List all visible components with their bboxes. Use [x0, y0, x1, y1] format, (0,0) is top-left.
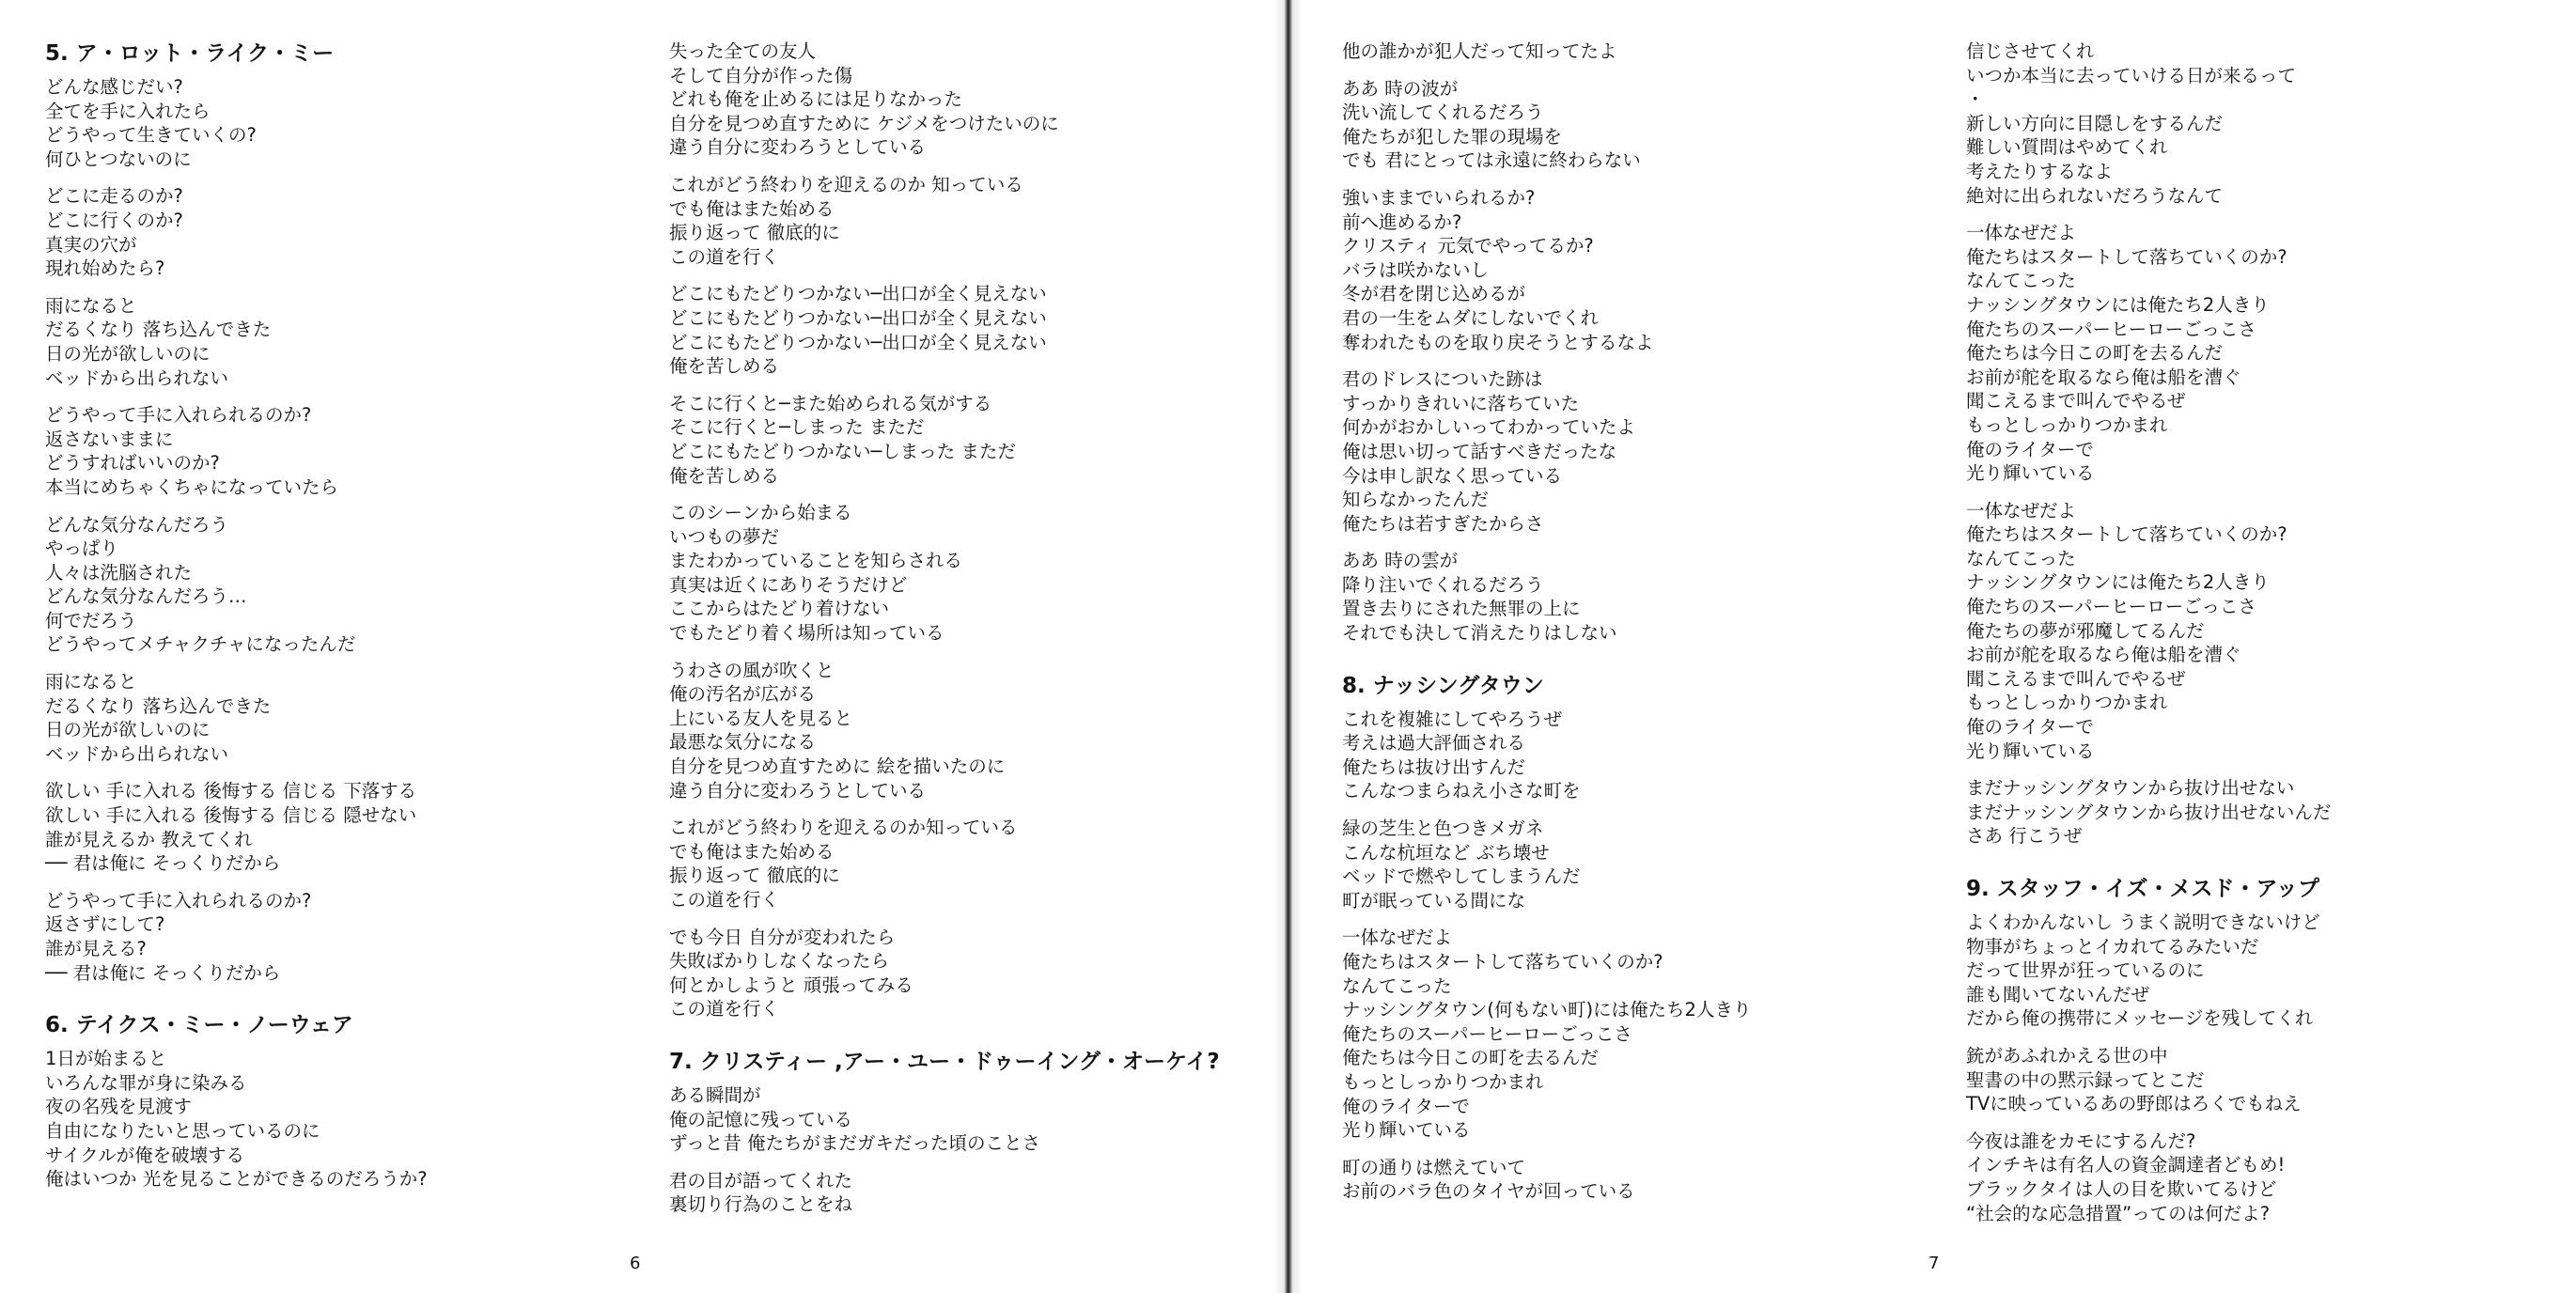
- lyric-line: 俺は思い切って話すべきだったな: [1342, 440, 1617, 462]
- lyric-line: うわさの風が吹くと: [669, 659, 835, 681]
- lyric-line: 日の光が欲しいのに: [45, 719, 211, 741]
- lyric-line: 物事がちょっとイカれてるみたいだ: [1966, 935, 2259, 958]
- lyric-line: 返さずにして?: [45, 913, 165, 936]
- lyric-line: ナッシングタウン(何もない町)には俺たち2人きり: [1342, 999, 1752, 1021]
- lyric-line: この道を行く: [669, 245, 780, 268]
- lyric-line: 欲しい 手に入れる 後悔する 信じる 隠せない: [45, 804, 417, 827]
- lyric-line: “社会的な応急措置”ってのは何だよ?: [1966, 1202, 2271, 1224]
- song-title: 6. テイクス・ミー・ノーウェア: [45, 1013, 353, 1038]
- lyric-line: 置き去りにされた無罪の上に: [1342, 598, 1581, 620]
- lyrics-column: [1342, 39, 1925, 1217]
- lyric-line: 降り注いでくれるだろう: [1342, 573, 1544, 596]
- lyric-line: 違う自分に変わろうとしている: [669, 779, 927, 802]
- lyric-stanza: [1966, 1044, 2549, 1116]
- lyric-line: よくわかんないし うまく説明できないけど: [1966, 911, 2320, 933]
- lyric-line: 真実は近くにありそうだけど: [669, 573, 908, 596]
- lyric-line: さあ 行こうぜ: [1966, 825, 2083, 848]
- lyrics-column: [669, 39, 1271, 1230]
- lyric-stanza: [669, 659, 1271, 803]
- lyric-line: 知らなかったんだ: [1342, 489, 1490, 511]
- lyric-line: どこに走るのか?: [45, 185, 183, 208]
- lyric-line: 考えたりするなよ: [1966, 160, 2114, 182]
- lyric-line: 一体なぜだよ: [1966, 222, 2077, 244]
- lyric-line: 俺の記憶に残っている: [669, 1108, 853, 1130]
- lyric-line: ── 君は俺に そっくりだから: [45, 852, 281, 875]
- lyric-line: こんな杭垣など ぶち壊せ: [1342, 841, 1550, 864]
- lyric-line: 今夜は誰をカモにするんだ?: [1966, 1129, 2196, 1152]
- lyric-line: 緑の芝生と色つきメガネ: [1342, 818, 1544, 840]
- lyric-line: 振り返って 徹底的に: [669, 865, 840, 887]
- lyric-line: お前が舵を取るなら俺は船を漕ぐ: [1966, 366, 2241, 388]
- lyric-line: でも 君にとっては永遠に終わらない: [1342, 149, 1641, 172]
- lyric-line: 俺を苦しめる: [669, 355, 780, 378]
- lyric-line: どうやって手に入れられるのか?: [45, 889, 312, 911]
- lyric-stanza: [669, 926, 1271, 1021]
- lyric-line: ある瞬間が: [669, 1083, 761, 1106]
- lyric-line: 何ひとつないのに: [45, 148, 192, 170]
- lyric-stanza: [1342, 708, 1925, 803]
- lyric-line: 考えは過大評価される: [1342, 732, 1526, 755]
- lyric-line: 俺たちのスーパーヒーローごっこさ: [1342, 1022, 1632, 1045]
- lyric-stanza: [45, 779, 628, 875]
- lyric-line: 誰も聞いてないんだぜ: [1966, 983, 2150, 1005]
- song-title: 8. ナッシングタウン: [1342, 673, 1544, 698]
- lyric-line: もっとしっかりつかまれ: [1342, 1070, 1544, 1093]
- lyric-line: ・: [1966, 88, 1985, 111]
- lyric-line: 一体なぜだよ: [1966, 499, 2077, 522]
- lyric-line: 冬が君を閉じ込めるが: [1342, 283, 1526, 305]
- lyric-line: 返さないままに: [45, 428, 174, 450]
- lyric-line: 誰が見えるか 教えてくれ: [45, 828, 253, 850]
- lyric-line: 俺たちはスタートして落ちていくのか?: [1966, 245, 2287, 268]
- lyric-stanza: [669, 1083, 1271, 1156]
- lyric-line: そこに行くと─しまった まただ: [669, 416, 925, 439]
- lyric-line: 光り輝いている: [1342, 1119, 1471, 1142]
- lyric-line: 誰が見える?: [45, 938, 147, 959]
- lyric-stanza: [669, 1169, 1271, 1217]
- lyric-line: 俺たちは今日この町を去るんだ: [1966, 342, 2224, 365]
- lyric-line: 俺の汚名が広がる: [669, 683, 817, 706]
- lyric-line: 最悪な気分になる: [669, 731, 817, 754]
- lyric-line: TVに映っているあの野郎はろくでもねえ: [1966, 1093, 2302, 1115]
- lyric-line: これを複雑にしてやろうぜ: [1342, 708, 1563, 730]
- lyric-line: 雨になると: [45, 294, 137, 317]
- lyric-line: 全てを手に入れたら: [45, 100, 211, 122]
- lyric-stanza: [1966, 911, 2549, 1031]
- lyric-line: どこにもたどりつかない─出口が全く見えない: [669, 331, 1047, 353]
- lyric-line: またわかっていることを知らされる: [669, 550, 963, 572]
- lyric-line: ベッドから出られない: [45, 366, 229, 389]
- lyric-line: お前が舵を取るなら俺は船を漕ぐ: [1966, 644, 2241, 666]
- lyric-line: どうやってメチャクチャになったんだ: [45, 633, 356, 656]
- lyric-line: 1日が始まると: [45, 1048, 167, 1070]
- lyric-line: 自分を見つめ直すために 絵を描いたのに: [669, 756, 1006, 778]
- lyric-stanza: [45, 75, 628, 171]
- lyric-line: そこに行くと─また始められる気がする: [669, 392, 992, 414]
- lyric-line: ベッドから出られない: [45, 742, 229, 765]
- lyric-line: バラは咲かないし: [1342, 258, 1490, 281]
- lyric-line: 信じさせてくれ: [1966, 40, 2095, 62]
- lyric-line: 俺のライターで: [1966, 716, 2094, 739]
- lyric-line: 違う自分に変わろうとしている: [669, 136, 927, 159]
- song-title: 7. クリスティー ,アー・ユー・ドゥーイング・オーケイ?: [669, 1049, 1220, 1074]
- lyric-line: 自分を見つめ直すために ケジメをつけたいのに: [669, 112, 1059, 134]
- lyric-stanza: [1342, 186, 1925, 354]
- lyric-line: 俺たちは今日この町を去るんだ: [1342, 1047, 1600, 1069]
- lyric-line: 失った全ての友人: [669, 40, 817, 62]
- page-number: 6: [630, 1254, 641, 1273]
- lyric-line: 人々は洗脳された: [45, 561, 193, 584]
- lyric-line: 本当にめちゃくちゃになっていたら: [45, 475, 339, 498]
- lyric-line: 絶対に出られないだろうなんて: [1966, 184, 2224, 207]
- lyric-line: 難しい質問はやめてくれ: [1966, 136, 2168, 159]
- lyric-line: 今は申し訳なく思っている: [1342, 464, 1563, 487]
- lyric-line: ここからはたどり着けない: [669, 598, 890, 620]
- lyric-line: 現れ始めたら?: [45, 257, 165, 280]
- lyric-stanza: [45, 294, 628, 390]
- lyric-line: どこにもたどりつかない─出口が全く見えない: [669, 306, 1047, 329]
- lyric-line: 俺たちのスーパーヒーローごっこさ: [1966, 318, 2256, 340]
- lyric-line: 自由になりたいと思っているのに: [45, 1119, 320, 1142]
- lyric-stanza: [1342, 817, 1925, 912]
- lyric-line: 俺たちのスーパーヒーローごっこさ: [1966, 596, 2256, 618]
- lyric-line: どこにもたどりつかない─しまった まただ: [669, 440, 1016, 462]
- lyric-line: まだナッシングタウンから抜け出せない: [1966, 777, 2295, 800]
- lyric-line: 欲しい 手に入れる 後悔する 信じる 下落する: [45, 780, 417, 802]
- lyric-line: もっとしっかりつかまれ: [1966, 692, 2168, 714]
- lyric-line: お前のバラ色のタイヤが回っている: [1342, 1180, 1635, 1203]
- lyric-line: こんなつまらねえ小さな町を: [1342, 780, 1581, 802]
- lyric-line: 一体なぜだよ: [1342, 927, 1453, 949]
- lyric-line: インチキは有名人の資金調達者どもめ!: [1966, 1154, 2286, 1176]
- lyric-line: 雨になると: [45, 671, 137, 693]
- lyric-line: でも俺はまた始める: [669, 840, 835, 863]
- lyric-stanza: [1342, 39, 1925, 64]
- lyric-line: この道を行く: [669, 889, 780, 911]
- lyric-line: 何とかしようと 頑張ってみる: [669, 974, 913, 996]
- lyric-stanza: [1342, 549, 1925, 645]
- lyric-line: なんてこった: [1966, 547, 2076, 569]
- lyric-line: 町の通りは燃えていて: [1342, 1156, 1526, 1178]
- lyric-line: 真実の穴が: [45, 233, 137, 256]
- lyric-line: どれも俺を止めるには足りなかった: [669, 88, 963, 111]
- lyric-stanza: [669, 501, 1271, 646]
- lyric-line: ブラックタイは人の目を欺いてるけど: [1966, 1177, 2277, 1200]
- lyrics-column: [1966, 39, 2549, 1238]
- lyric-line: 俺たちの夢が邪魔してるんだ: [1966, 619, 2205, 642]
- lyric-line: 振り返って 徹底的に: [669, 222, 840, 244]
- lyric-stanza: [1342, 926, 1925, 1142]
- lyric-stanza: [45, 184, 628, 280]
- lyric-line: この道を行く: [669, 998, 780, 1020]
- lyric-line: 日の光が欲しいのに: [45, 342, 211, 365]
- lyric-stanza: [1966, 1129, 2549, 1225]
- lyric-line: いろんな罪が身に染みる: [45, 1071, 247, 1094]
- lyric-line: どこにもたどりつかない─出口が全く見えない: [669, 283, 1047, 305]
- lyric-line: 君の一生をムダにしないでくれ: [1342, 306, 1600, 329]
- lyric-line: ナッシングタウンには俺たち2人きり: [1966, 571, 2270, 594]
- lyric-stanza: [45, 889, 628, 985]
- lyric-line: 奪われたものを取り戻そうとするなよ: [1342, 331, 1654, 353]
- lyric-line: 君のドレスについた跡は: [1342, 368, 1543, 391]
- lyric-line: 俺を苦しめる: [669, 464, 780, 487]
- lyric-stanza: [45, 403, 628, 499]
- lyric-stanza: [669, 392, 1271, 488]
- lyric-line: もっとしっかりつかまれ: [1966, 413, 2168, 436]
- lyric-line: 何でだろう: [45, 609, 137, 631]
- lyric-line: 俺はいつか 光を見ることができるのだろうか?: [45, 1168, 428, 1191]
- lyric-stanza: [669, 816, 1271, 911]
- lyric-line: 俺たちは抜け出すんだ: [1342, 756, 1526, 778]
- lyric-line: 何かがおかしいってわかっていたよ: [1342, 416, 1636, 439]
- lyric-stanza: [45, 670, 628, 766]
- lyric-line: それでも決して消えたりはしない: [1342, 622, 1617, 645]
- lyric-line: 聖書の中の黙示録ってとこだ: [1966, 1068, 2205, 1091]
- lyric-line: 聞こえるまで叫んでやるぜ: [1966, 667, 2186, 690]
- lyric-line: 俺のライターで: [1342, 1095, 1470, 1117]
- lyric-stanza: [45, 1047, 628, 1192]
- lyric-line: 新しい方向に目隠しをするんだ: [1966, 112, 2224, 134]
- lyric-line: ベッドで燃やしてしまうんだ: [1342, 865, 1581, 888]
- lyric-line: 他の誰かが犯人だって知ってたよ: [1342, 40, 1617, 62]
- lyric-line: だるくなり 落ち込んできた: [45, 319, 272, 341]
- lyric-line: だるくなり 落ち込んできた: [45, 694, 272, 717]
- lyric-line: クリスティ 元気でやってるか?: [1342, 235, 1594, 257]
- lyrics-column: [45, 39, 628, 1205]
- lyric-line: 夜の名残を見渡す: [45, 1096, 193, 1118]
- lyric-line: 俺たちはスタートして落ちていくのか?: [1966, 523, 2287, 546]
- lyric-line: 光り輝いている: [1966, 740, 2095, 762]
- lyric-line: だって世界が狂っているのに: [1966, 959, 2205, 982]
- lyric-stanza: [1342, 367, 1925, 536]
- lyric-line: 君の目が語ってくれた: [669, 1169, 853, 1192]
- lyric-line: そして自分が作った傷: [669, 64, 853, 86]
- lyric-line: 俺たちは若すぎたからさ: [1342, 512, 1544, 535]
- lyric-line: 失敗ばかりしなくなったら: [669, 950, 890, 973]
- lyric-line: でも今日 自分が変われたら: [669, 926, 896, 948]
- lyric-line: 俺たちが犯した罪の現場を: [1342, 125, 1563, 148]
- lyric-line: 銃があふれかえる世の中: [1966, 1044, 2168, 1067]
- lyric-stanza: [1966, 39, 2549, 208]
- lyric-line: でもたどり着く場所は知っている: [669, 622, 945, 645]
- lyric-stanza: [1966, 776, 2549, 849]
- lyric-stanza: [45, 513, 628, 658]
- lyric-line: 上にいる友人を見ると: [669, 707, 853, 729]
- lyric-line: 洗い流してくれるだろう: [1342, 101, 1544, 124]
- page-number: 7: [1928, 1254, 1940, 1273]
- lyric-line: どうやって生きていくの?: [45, 124, 257, 147]
- lyric-line: ── 君は俺に そっくりだから: [45, 961, 281, 984]
- lyric-stanza: [669, 282, 1271, 378]
- right-page: [1288, 0, 2576, 1293]
- lyric-stanza: [1966, 221, 2549, 486]
- lyric-line: このシーンから始まる: [669, 502, 852, 524]
- lyric-line: ああ 時の波が: [1342, 77, 1459, 100]
- lyric-stanza: [1342, 1156, 1925, 1204]
- lyric-line: でも俺はまた始める: [669, 197, 835, 220]
- lyric-line: だから俺の携帯にメッセージを残してくれ: [1966, 1007, 2314, 1030]
- lyric-line: なんてこった: [1342, 974, 1452, 997]
- lyric-line: 強いままでいられるか?: [1342, 186, 1536, 209]
- lyric-stanza: [669, 39, 1271, 160]
- lyric-line: ああ 時の雲が: [1342, 550, 1459, 572]
- lyric-line: 聞こえるまで叫んでやるぜ: [1966, 390, 2186, 413]
- lyric-line: すっかりきれいに落ちていた: [1342, 392, 1580, 414]
- lyric-line: 町が眠っている間にな: [1342, 889, 1526, 911]
- lyric-line: どんな気分なんだろう: [45, 513, 229, 536]
- lyric-line: 前へ進めるか?: [1342, 210, 1462, 233]
- lyric-line: なんてこった: [1966, 270, 2076, 292]
- lyric-line: これがどう終わりを迎えるのか 知っている: [669, 173, 1023, 195]
- lyric-line: どうすればいいのか?: [45, 452, 220, 475]
- lyric-line: どんな気分なんだろう…: [45, 585, 247, 608]
- lyric-line: どうやって手に入れられるのか?: [45, 404, 312, 427]
- lyric-line: どこに行くのか?: [45, 209, 183, 231]
- lyric-stanza: [669, 173, 1271, 269]
- lyric-line: やっぱり: [45, 537, 119, 560]
- song-title: 9. スタッフ・イズ・メスド・アップ: [1966, 877, 2319, 901]
- lyric-stanza: [1966, 499, 2549, 764]
- lyric-line: これがどう終わりを迎えるのか知っている: [669, 817, 1018, 839]
- lyric-line: まだナッシングタウンから抜け出せないんだ: [1966, 801, 2332, 823]
- lyric-line: いつもの夢だ: [669, 525, 780, 548]
- lyric-line: 俺たちはスタートして落ちていくのか?: [1342, 951, 1663, 973]
- lyric-line: ナッシングタウンには俺たち2人きり: [1966, 293, 2270, 316]
- lyric-stanza: [1342, 77, 1925, 173]
- song-title: 5. ア・ロット・ライク・ミー: [45, 41, 335, 66]
- lyric-line: 裏切り行為のことをね: [669, 1193, 853, 1216]
- lyric-line: 俺のライターで: [1966, 438, 2094, 460]
- lyric-line: サイクルが俺を破壊する: [45, 1144, 245, 1166]
- lyric-line: どんな感じだい?: [45, 76, 183, 98]
- lyric-line: 光り輝いている: [1966, 462, 2095, 485]
- lyric-line: ずっと昔 俺たちがまだガキだった頃のことさ: [669, 1132, 1041, 1155]
- lyric-line: いつか本当に去っていける日が来るって: [1966, 64, 2297, 86]
